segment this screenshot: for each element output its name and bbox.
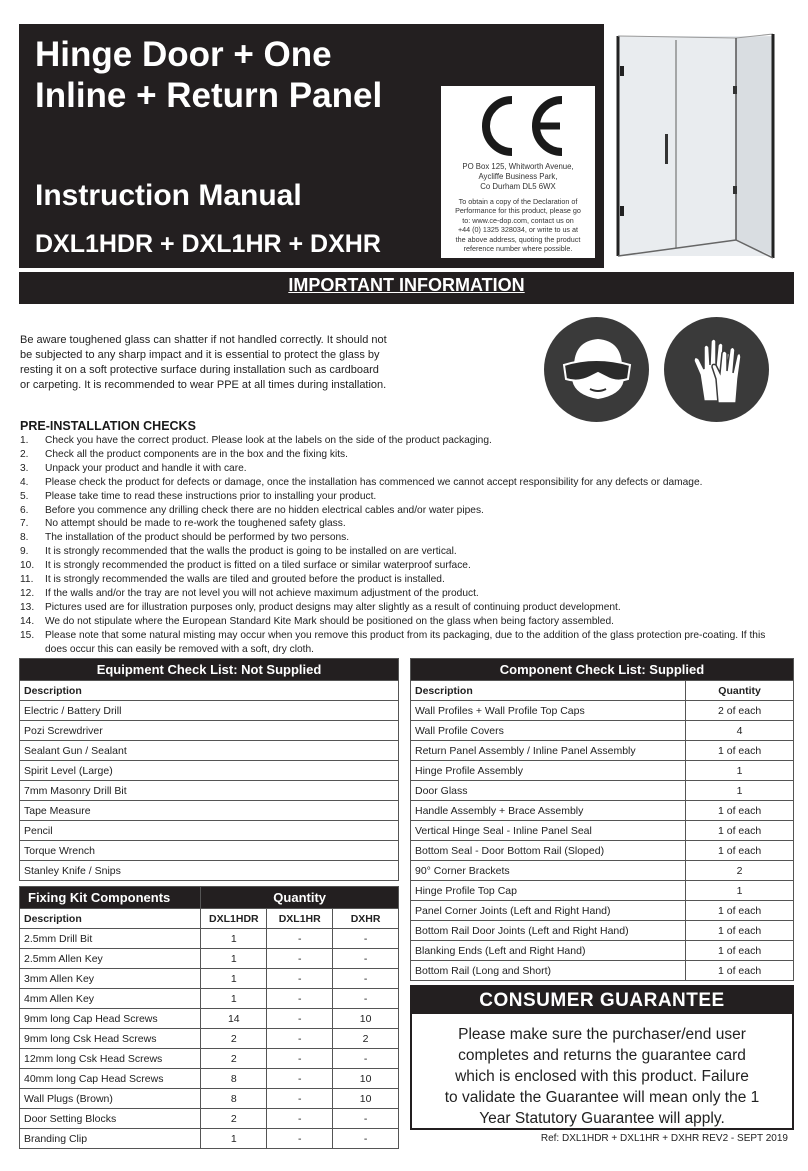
consumer-guarantee-box — [410, 985, 794, 1130]
table-row: Bottom Seal - Door Bottom Rail (Sloped) 1 of each — [411, 841, 794, 861]
list-item: 9. It is strongly recommended that the walls the product is going to be installed on are vertical. — [20, 546, 457, 558]
table-row: Door Glass 1 — [411, 781, 794, 801]
table-row: Wall Plugs (Brown) 8 - 10 — [20, 1089, 399, 1109]
important-information-bar: IMPORTANT INFORMATION — [19, 272, 794, 304]
table-row: 7mm Masonry Drill Bit — [20, 781, 399, 801]
table-row: 2.5mm Allen Key 1 - - — [20, 949, 399, 969]
pre-installation-checks — [20, 419, 790, 657]
list-item: 3. Unpack your product and handle it with care. — [20, 462, 247, 474]
title-banner — [19, 24, 604, 268]
fixing-kit-quantity-title: Quantity — [201, 887, 399, 909]
list-item: 12. If the walls and/or the tray are not level you will not achieve maximum adjustment of the product. — [20, 587, 479, 599]
table-row: Electric / Battery Drill — [20, 701, 399, 721]
table-row: Stanley Knife / Snips — [20, 861, 399, 881]
list-item: 10. It is strongly recommended the product is fitted on a tiled surface or similar waterproof surface. — [20, 560, 471, 572]
shower-enclosure-illustration — [608, 26, 796, 266]
checks-title: PRE-INSTALLATION CHECKS — [20, 419, 196, 433]
ce-declaration-box — [441, 86, 595, 258]
table-row: Sealant Gun / Sealant — [20, 741, 399, 761]
list-item: 8. The installation of the product should be performed by two persons. — [20, 532, 350, 544]
table-row: 40mm long Cap Head Screws 8 - 10 — [20, 1069, 399, 1089]
table-row: Spirit Level (Large) — [20, 761, 399, 781]
document-subtitle: Instruction Manual — [35, 179, 302, 212]
guarantee-text: Please make sure the purchaser/end user completes and returns the guarantee card which is enclosed with this product. Failure to validate the Guarantee will mean only the 1 Year Statutory Guarantee will apply. — [444, 1026, 760, 1127]
table-row: Handle Assembly + Brace Assembly 1 of each — [411, 801, 794, 821]
list-item: 7. No attempt should be made to re-work the toughened safety glass. — [20, 518, 346, 530]
table-header: DXL1HDR — [201, 909, 267, 929]
ce-mark-icon — [468, 92, 568, 160]
table-row: Return Panel Assembly / Inline Panel Assembly 1 of each — [411, 741, 794, 761]
table-header: Description — [20, 909, 201, 929]
safety-goggles-icon — [544, 317, 649, 422]
list-item: 14. We do not stipulate where the European Standard Kite Mark should be positioned on the glass when being factory assembled. — [20, 615, 614, 627]
component-table — [410, 658, 794, 981]
component-table-title: Component Check List: Supplied — [411, 659, 794, 681]
list-item: 15. Please note that some natural misting may occur when you remove this product from its packaging, due to the addition of the glass protection pre-coating. If this does occur this can easily be removed with a soft, dry cloth. — [20, 629, 766, 655]
table-row: 90° Corner Brackets 2 — [411, 861, 794, 881]
table-row: Hinge Profile Assembly 1 — [411, 761, 794, 781]
table-row: 2.5mm Drill Bit 1 - - — [20, 929, 399, 949]
glass-warning-text: Be aware toughened glass can shatter if not handled correctly. It should not be subjected to any sharp impact and it is essential to protect the glass by resting it on a soft protective surface during installation such as cardboard or carpeting. It is recommended to wear PPE at all times during installation. — [20, 334, 387, 391]
table-header: DXHR — [333, 909, 399, 929]
table-row: 9mm long Csk Head Screws 2 - 2 — [20, 1029, 399, 1049]
table-row: Pozi Screwdriver — [20, 721, 399, 741]
table-row: Blanking Ends (Left and Right Hand) 1 of each — [411, 941, 794, 961]
table-header: Description — [411, 681, 686, 701]
table-header: DXL1HR — [267, 909, 333, 929]
table-row: 12mm long Csk Head Screws 2 - - — [20, 1049, 399, 1069]
document-reference: Ref: DXL1HDR + DXL1HR + DXHR REV2 - SEPT 2019 — [540, 1133, 788, 1144]
table-row: Torque Wrench — [20, 841, 399, 861]
table-row: Panel Corner Joints (Left and Right Hand) 1 of each — [411, 901, 794, 921]
list-item: 13. Pictures used are for illustration purposes only, product designs may alter slightly as a result of continuing product development. — [20, 601, 621, 613]
list-item: 4. Please check the product for defects or damage, once the installation has commenced we cannot accept responsibility for any defects or damage. — [20, 476, 703, 488]
table-row: Pencil — [20, 821, 399, 841]
guarantee-title: CONSUMER GUARANTEE — [412, 987, 792, 1014]
table-row: Bottom Rail Door Joints (Left and Right Hand) 1 of each — [411, 921, 794, 941]
table-row: Branding Clip 1 - - — [20, 1129, 399, 1149]
table-row: Door Setting Blocks 2 - - — [20, 1109, 399, 1129]
table-row: 9mm long Cap Head Screws 14 - 10 — [20, 1009, 399, 1029]
table-row: Tape Measure — [20, 801, 399, 821]
document-title: Hinge Door + One Inline + Return Panel — [35, 35, 383, 115]
list-item: 1. Check you have the correct product. Please look at the labels on the side of the product packaging. — [20, 435, 492, 446]
equipment-table-title: Equipment Check List: Not Supplied — [20, 659, 399, 681]
list-item: 11. It is strongly recommended the walls are tiled and grouted before the product is installed. — [20, 574, 445, 586]
equipment-table — [19, 658, 399, 881]
fixing-kit-table — [19, 886, 399, 1149]
table-header: Quantity — [686, 681, 794, 701]
product-codes: DXL1HDR + DXL1HR + DXHR — [35, 230, 381, 258]
table-row: Vertical Hinge Seal - Inline Panel Seal 1 of each — [411, 821, 794, 841]
table-row: Bottom Rail (Long and Short) 1 of each — [411, 961, 794, 981]
safety-gloves-icon — [664, 317, 769, 422]
list-item: 6. Before you commence any drilling check there are no hidden electrical cables and/or water pipes. — [20, 504, 484, 516]
ce-declaration-text: To obtain a copy of the Declaration of Performance for this product, please go to: www.ce-dop.com, contact us on +44 (0) 1325 328034, or write to us at the above address, quoting the product reference number where possible. — [455, 197, 581, 254]
table-header: Description — [20, 681, 399, 701]
table-row: 4mm Allen Key 1 - - — [20, 989, 399, 1009]
table-row: Wall Profile Covers 4 — [411, 721, 794, 741]
list-item: 2. Check all the product components are in the box and the fixing kits. — [20, 448, 348, 460]
table-row: Wall Profiles + Wall Profile Top Caps 2 of each — [411, 701, 794, 721]
fixing-kit-title: Fixing Kit Components — [20, 887, 201, 909]
table-row: Hinge Profile Top Cap 1 — [411, 881, 794, 901]
table-row: 3mm Allen Key 1 - - — [20, 969, 399, 989]
list-item: 5. Please take time to read these instructions prior to installing your product. — [20, 490, 377, 502]
ce-address: PO Box 125, Whitworth Avenue, Aycliffe Business Park, Co Durham DL5 6WX — [462, 162, 574, 191]
